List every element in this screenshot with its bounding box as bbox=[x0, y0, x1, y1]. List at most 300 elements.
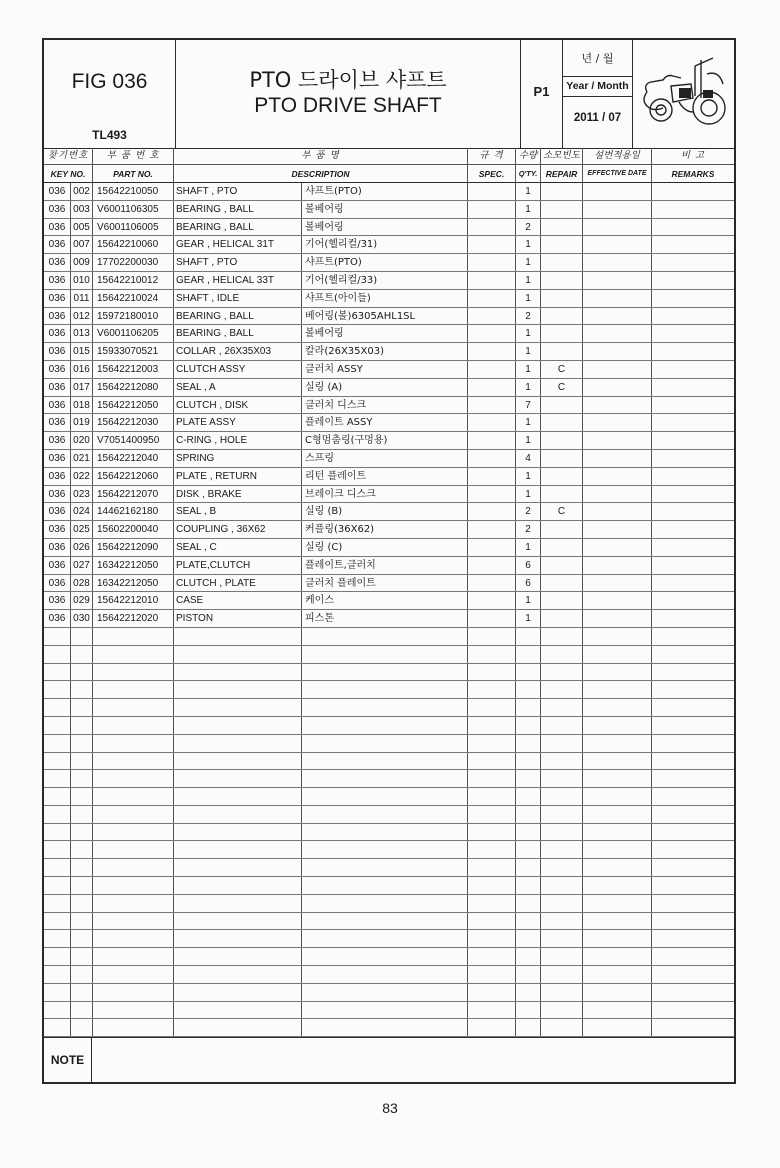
key-number-cell bbox=[71, 806, 93, 823]
quantity-cell bbox=[516, 984, 541, 1001]
sheet-header bbox=[44, 40, 734, 149]
remarks-cell bbox=[652, 895, 734, 912]
description-korean-cell: 샤프트(아이들) bbox=[302, 290, 468, 307]
description-english-cell: SPRING bbox=[174, 450, 302, 467]
quantity-cell: 2 bbox=[516, 503, 541, 520]
repair-code-cell bbox=[541, 859, 583, 876]
key-number-cell: 027 bbox=[71, 557, 93, 574]
remarks-cell bbox=[652, 539, 734, 556]
key-number-cell: 016 bbox=[71, 361, 93, 378]
description-english-cell bbox=[174, 664, 302, 681]
table-row bbox=[44, 219, 734, 237]
remarks-cell bbox=[652, 1002, 734, 1019]
col-spec-ko: 규 격 bbox=[468, 148, 516, 164]
quantity-cell: 2 bbox=[516, 219, 541, 236]
part-number-cell bbox=[93, 948, 174, 965]
description-english-cell bbox=[174, 877, 302, 894]
repair-code-cell: C bbox=[541, 361, 583, 378]
fig-number-cell bbox=[44, 717, 71, 734]
effective-date-cell bbox=[583, 183, 652, 200]
description-korean-cell: 볼베어링 bbox=[302, 325, 468, 342]
fig-number-cell: 036 bbox=[44, 610, 71, 627]
quantity-cell: 1 bbox=[516, 254, 541, 271]
repair-code-cell bbox=[541, 468, 583, 485]
parts-sheet bbox=[42, 38, 736, 1084]
description-english-cell: COLLAR , 26X35X03 bbox=[174, 343, 302, 360]
quantity-cell bbox=[516, 966, 541, 983]
fig-number-cell: 036 bbox=[44, 521, 71, 538]
description-english-cell bbox=[174, 646, 302, 663]
remarks-cell bbox=[652, 628, 734, 645]
part-number-cell: 15933070521 bbox=[93, 343, 174, 360]
spec-cell bbox=[468, 183, 516, 200]
key-number-cell: 007 bbox=[71, 236, 93, 253]
quantity-cell bbox=[516, 788, 541, 805]
spec-cell bbox=[468, 272, 516, 289]
quantity-cell: 1 bbox=[516, 539, 541, 556]
key-number-cell: 012 bbox=[71, 308, 93, 325]
blank-row bbox=[44, 806, 734, 824]
spec-cell bbox=[468, 859, 516, 876]
blank-row bbox=[44, 966, 734, 984]
remarks-cell bbox=[652, 859, 734, 876]
description-korean-cell bbox=[302, 664, 468, 681]
repair-code-cell bbox=[541, 966, 583, 983]
spec-cell bbox=[468, 824, 516, 841]
part-number-cell: 15602200040 bbox=[93, 521, 174, 538]
effective-date-cell bbox=[583, 521, 652, 538]
blank-row bbox=[44, 1019, 734, 1037]
key-number-cell: 026 bbox=[71, 539, 93, 556]
col-remarks: REMARKS bbox=[671, 169, 715, 179]
description-korean-cell: 케이스 bbox=[302, 592, 468, 609]
description-korean-cell: 클러치 플레이트 bbox=[302, 575, 468, 592]
fig-number-cell bbox=[44, 824, 71, 841]
description-english-cell bbox=[174, 1019, 302, 1036]
remarks-cell bbox=[652, 930, 734, 947]
quantity-cell bbox=[516, 735, 541, 752]
repair-code-cell bbox=[541, 290, 583, 307]
description-korean-cell: 샤프트(PTO) bbox=[302, 254, 468, 271]
quantity-cell bbox=[516, 770, 541, 787]
quantity-cell bbox=[516, 681, 541, 698]
title-korean: PTO 드라이브 샤프트 bbox=[249, 68, 447, 92]
remarks-cell bbox=[652, 325, 734, 342]
key-number-cell bbox=[71, 628, 93, 645]
key-number-cell: 002 bbox=[71, 183, 93, 200]
description-korean-cell: 플레이트,클러치 bbox=[302, 557, 468, 574]
description-korean-cell bbox=[302, 770, 468, 787]
remarks-cell bbox=[652, 219, 734, 236]
description-english-cell: SEAL , B bbox=[174, 503, 302, 520]
fig-number-cell: 036 bbox=[44, 450, 71, 467]
part-number-cell bbox=[93, 806, 174, 823]
col-repair: REPAIR bbox=[541, 165, 583, 182]
key-number-cell bbox=[71, 913, 93, 930]
description-english-cell bbox=[174, 681, 302, 698]
key-number-cell bbox=[71, 859, 93, 876]
page-number: 83 bbox=[382, 1100, 398, 1116]
key-number-cell bbox=[71, 948, 93, 965]
effective-date-cell bbox=[583, 966, 652, 983]
fig-number-cell: 036 bbox=[44, 361, 71, 378]
col-spec: SPEC. bbox=[468, 165, 516, 182]
part-number-cell: V6001106205 bbox=[93, 325, 174, 342]
spec-cell bbox=[468, 539, 516, 556]
spec-cell bbox=[468, 948, 516, 965]
remarks-cell bbox=[652, 272, 734, 289]
description-korean-cell bbox=[302, 699, 468, 716]
description-korean-cell bbox=[302, 735, 468, 752]
repair-code-cell bbox=[541, 930, 583, 947]
effective-date-cell bbox=[583, 877, 652, 894]
page-code: P1 bbox=[533, 84, 550, 99]
remarks-cell bbox=[652, 913, 734, 930]
spec-cell bbox=[468, 753, 516, 770]
key-number-cell bbox=[71, 1019, 93, 1036]
table-row bbox=[44, 325, 734, 343]
remarks-cell bbox=[652, 841, 734, 858]
description-korean-cell bbox=[302, 895, 468, 912]
repair-code-cell bbox=[541, 610, 583, 627]
key-number-cell: 005 bbox=[71, 219, 93, 236]
description-english-cell: PLATE,CLUTCH bbox=[174, 557, 302, 574]
spec-cell bbox=[468, 735, 516, 752]
col-key: KEY NO. bbox=[44, 165, 93, 182]
description-korean-cell bbox=[302, 681, 468, 698]
description-korean-cell: 실링 (C) bbox=[302, 539, 468, 556]
blank-row bbox=[44, 699, 734, 717]
spec-cell bbox=[468, 486, 516, 503]
part-number-cell: 15972180010 bbox=[93, 308, 174, 325]
table-row bbox=[44, 201, 734, 219]
col-qty-ko: 수량 bbox=[516, 148, 541, 164]
part-number-cell bbox=[93, 984, 174, 1001]
effective-date-cell bbox=[583, 930, 652, 947]
fig-number-cell: 036 bbox=[44, 592, 71, 609]
fig-number-cell: 036 bbox=[44, 397, 71, 414]
repair-code-cell bbox=[541, 895, 583, 912]
key-number-cell bbox=[71, 1002, 93, 1019]
fig-number-cell bbox=[44, 1019, 71, 1036]
fig-number-cell bbox=[44, 664, 71, 681]
key-number-cell: 021 bbox=[71, 450, 93, 467]
description-english-cell: CLUTCH , PLATE bbox=[174, 575, 302, 592]
part-number-cell bbox=[93, 788, 174, 805]
quantity-cell: 2 bbox=[516, 521, 541, 538]
part-number-cell bbox=[93, 664, 174, 681]
repair-code-cell bbox=[541, 308, 583, 325]
fig-number-cell bbox=[44, 753, 71, 770]
table-row bbox=[44, 486, 734, 504]
repair-code-cell: C bbox=[541, 503, 583, 520]
effective-date-cell bbox=[583, 824, 652, 841]
blank-row bbox=[44, 1002, 734, 1020]
fig-number-cell: 036 bbox=[44, 503, 71, 520]
remarks-cell bbox=[652, 877, 734, 894]
description-english-cell bbox=[174, 966, 302, 983]
effective-date-cell bbox=[583, 859, 652, 876]
repair-code-cell bbox=[541, 1002, 583, 1019]
quantity-cell bbox=[516, 806, 541, 823]
repair-code-cell bbox=[541, 824, 583, 841]
key-number-cell: 028 bbox=[71, 575, 93, 592]
quantity-cell: 1 bbox=[516, 343, 541, 360]
description-english-cell bbox=[174, 770, 302, 787]
part-number-cell: 17702200030 bbox=[93, 254, 174, 271]
key-number-cell: 023 bbox=[71, 486, 93, 503]
remarks-cell bbox=[652, 557, 734, 574]
description-english-cell: CLUTCH ASSY bbox=[174, 361, 302, 378]
description-korean-cell: 기어(헬리컬/31) bbox=[302, 236, 468, 253]
remarks-cell bbox=[652, 503, 734, 520]
spec-cell bbox=[468, 646, 516, 663]
remarks-cell bbox=[652, 717, 734, 734]
table-row bbox=[44, 272, 734, 290]
spec-cell bbox=[468, 325, 516, 342]
remarks-cell bbox=[652, 735, 734, 752]
fig-number-cell bbox=[44, 788, 71, 805]
repair-code-cell bbox=[541, 646, 583, 663]
remarks-cell bbox=[652, 236, 734, 253]
spec-cell bbox=[468, 699, 516, 716]
spec-cell bbox=[468, 770, 516, 787]
blank-row bbox=[44, 913, 734, 931]
description-korean-cell: 기어(헬리컬/33) bbox=[302, 272, 468, 289]
table-row bbox=[44, 308, 734, 326]
description-english-cell bbox=[174, 984, 302, 1001]
repair-code-cell bbox=[541, 272, 583, 289]
fig-number-cell: 036 bbox=[44, 290, 71, 307]
quantity-cell: 1 bbox=[516, 592, 541, 609]
description-english-cell bbox=[174, 841, 302, 858]
table-row bbox=[44, 610, 734, 628]
description-korean-cell bbox=[302, 646, 468, 663]
col-key-ko: 찾기번호 bbox=[44, 148, 93, 164]
part-number-cell: 16342212050 bbox=[93, 575, 174, 592]
part-number-cell bbox=[93, 913, 174, 930]
effective-date-cell bbox=[583, 201, 652, 218]
repair-code-cell: C bbox=[541, 379, 583, 396]
remarks-cell bbox=[652, 361, 734, 378]
part-number-cell: 15642210012 bbox=[93, 272, 174, 289]
description-korean-cell bbox=[302, 753, 468, 770]
blank-row bbox=[44, 948, 734, 966]
fig-number-cell: 036 bbox=[44, 343, 71, 360]
repair-code-cell bbox=[541, 539, 583, 556]
part-number-cell bbox=[93, 859, 174, 876]
remarks-cell bbox=[652, 770, 734, 787]
table-row bbox=[44, 539, 734, 557]
repair-code-cell bbox=[541, 450, 583, 467]
description-english-cell: BEARING , BALL bbox=[174, 219, 302, 236]
description-korean-cell: 볼베어링 bbox=[302, 201, 468, 218]
description-korean-cell bbox=[302, 788, 468, 805]
column-headers-korean bbox=[44, 148, 734, 165]
quantity-cell: 1 bbox=[516, 610, 541, 627]
blank-row bbox=[44, 717, 734, 735]
quantity-cell: 1 bbox=[516, 272, 541, 289]
blank-row bbox=[44, 735, 734, 753]
fig-number-cell bbox=[44, 913, 71, 930]
repair-code-cell bbox=[541, 681, 583, 698]
key-number-cell: 030 bbox=[71, 610, 93, 627]
description-korean-cell: 샤프트(PTO) bbox=[302, 183, 468, 200]
repair-code-cell bbox=[541, 717, 583, 734]
fig-number-cell: 036 bbox=[44, 539, 71, 556]
quantity-cell bbox=[516, 859, 541, 876]
part-number-cell: 15642212050 bbox=[93, 397, 174, 414]
description-english-cell: GEAR , HELICAL 31T bbox=[174, 236, 302, 253]
description-korean-cell: 클러치 디스크 bbox=[302, 397, 468, 414]
repair-code-cell bbox=[541, 664, 583, 681]
description-korean-cell bbox=[302, 824, 468, 841]
blank-row bbox=[44, 877, 734, 895]
remarks-cell bbox=[652, 664, 734, 681]
description-korean-cell: 실링 (B) bbox=[302, 503, 468, 520]
table-row bbox=[44, 414, 734, 432]
effective-date-cell bbox=[583, 219, 652, 236]
repair-code-cell bbox=[541, 254, 583, 271]
remarks-cell bbox=[652, 948, 734, 965]
part-number-cell: 15642212090 bbox=[93, 539, 174, 556]
repair-code-cell bbox=[541, 770, 583, 787]
remarks-cell bbox=[652, 966, 734, 983]
page-code-cell bbox=[521, 40, 563, 148]
effective-date-cell bbox=[583, 735, 652, 752]
description-english-cell bbox=[174, 824, 302, 841]
repair-code-cell bbox=[541, 1019, 583, 1036]
effective-date-cell bbox=[583, 646, 652, 663]
repair-code-cell bbox=[541, 432, 583, 449]
spec-cell bbox=[468, 468, 516, 485]
fig-number-cell: 036 bbox=[44, 575, 71, 592]
key-number-cell bbox=[71, 841, 93, 858]
spec-cell bbox=[468, 1002, 516, 1019]
col-part: PART NO. bbox=[93, 165, 174, 182]
fig-number-cell: 036 bbox=[44, 557, 71, 574]
effective-date-cell bbox=[583, 236, 652, 253]
fig-number-cell: 036 bbox=[44, 308, 71, 325]
quantity-cell bbox=[516, 646, 541, 663]
description-english-cell: CASE bbox=[174, 592, 302, 609]
description-korean-cell bbox=[302, 913, 468, 930]
effective-date-cell bbox=[583, 325, 652, 342]
quantity-cell bbox=[516, 753, 541, 770]
effective-date-cell bbox=[583, 681, 652, 698]
effective-date-cell bbox=[583, 397, 652, 414]
blank-row bbox=[44, 788, 734, 806]
effective-date-cell bbox=[583, 503, 652, 520]
effective-date-cell bbox=[583, 592, 652, 609]
blank-row bbox=[44, 770, 734, 788]
blank-row bbox=[44, 859, 734, 877]
spec-cell bbox=[468, 930, 516, 947]
fig-number-cell: 036 bbox=[44, 254, 71, 271]
figure-cell bbox=[44, 40, 176, 148]
remarks-cell bbox=[652, 254, 734, 271]
remarks-cell bbox=[652, 753, 734, 770]
part-number-cell bbox=[93, 895, 174, 912]
fig-number-cell bbox=[44, 646, 71, 663]
key-number-cell bbox=[71, 681, 93, 698]
description-english-cell bbox=[174, 930, 302, 947]
remarks-cell bbox=[652, 806, 734, 823]
part-number-cell bbox=[93, 735, 174, 752]
part-number-cell: 15642212003 bbox=[93, 361, 174, 378]
part-number-cell bbox=[93, 699, 174, 716]
fig-number-cell bbox=[44, 984, 71, 1001]
description-korean-cell bbox=[302, 930, 468, 947]
part-number-cell bbox=[93, 628, 174, 645]
repair-code-cell bbox=[541, 628, 583, 645]
repair-code-cell bbox=[541, 984, 583, 1001]
blank-row bbox=[44, 664, 734, 682]
description-korean-cell bbox=[302, 806, 468, 823]
quantity-cell bbox=[516, 717, 541, 734]
spec-cell bbox=[468, 575, 516, 592]
description-korean-cell: 볼베어링 bbox=[302, 219, 468, 236]
part-number-cell: 14462162180 bbox=[93, 503, 174, 520]
description-korean-cell: 플레이트 ASSY bbox=[302, 414, 468, 431]
quantity-cell bbox=[516, 841, 541, 858]
table-row bbox=[44, 468, 734, 486]
repair-code-cell bbox=[541, 788, 583, 805]
fig-number-cell: 036 bbox=[44, 414, 71, 431]
remarks-cell bbox=[652, 343, 734, 360]
part-number-cell: 15642210050 bbox=[93, 183, 174, 200]
key-number-cell: 025 bbox=[71, 521, 93, 538]
fig-number-cell bbox=[44, 699, 71, 716]
part-number-cell: 15642212030 bbox=[93, 414, 174, 431]
description-korean-cell: 커플링(36X62) bbox=[302, 521, 468, 538]
description-english-cell: GEAR , HELICAL 33T bbox=[174, 272, 302, 289]
effective-date-cell bbox=[583, 841, 652, 858]
year-month-label: Year / Month bbox=[563, 76, 632, 97]
repair-code-cell bbox=[541, 735, 583, 752]
quantity-cell bbox=[516, 628, 541, 645]
part-number-cell: 15642212070 bbox=[93, 486, 174, 503]
remarks-cell bbox=[652, 183, 734, 200]
quantity-cell: 6 bbox=[516, 557, 541, 574]
quantity-cell: 1 bbox=[516, 201, 541, 218]
repair-code-cell bbox=[541, 397, 583, 414]
quantity-cell: 1 bbox=[516, 361, 541, 378]
table-row bbox=[44, 450, 734, 468]
table-row bbox=[44, 343, 734, 361]
title-english: PTO DRIVE SHAFT bbox=[254, 94, 442, 117]
col-part-ko: 부 품 번 호 bbox=[93, 148, 174, 164]
effective-date-cell bbox=[583, 664, 652, 681]
description-korean-cell: 클러치 ASSY bbox=[302, 361, 468, 378]
repair-code-cell bbox=[541, 575, 583, 592]
description-english-cell bbox=[174, 788, 302, 805]
description-english-cell bbox=[174, 628, 302, 645]
effective-date-cell bbox=[583, 450, 652, 467]
part-number-cell: 15642212060 bbox=[93, 468, 174, 485]
description-english-cell bbox=[174, 1002, 302, 1019]
effective-date-cell bbox=[583, 557, 652, 574]
blank-row bbox=[44, 841, 734, 859]
part-number-cell bbox=[93, 753, 174, 770]
spec-cell bbox=[468, 236, 516, 253]
part-number-cell bbox=[93, 966, 174, 983]
remarks-cell bbox=[652, 468, 734, 485]
description-english-cell: PLATE ASSY bbox=[174, 414, 302, 431]
key-number-cell: 024 bbox=[71, 503, 93, 520]
part-number-cell: 15642210060 bbox=[93, 236, 174, 253]
description-english-cell: CLUTCH , DISK bbox=[174, 397, 302, 414]
